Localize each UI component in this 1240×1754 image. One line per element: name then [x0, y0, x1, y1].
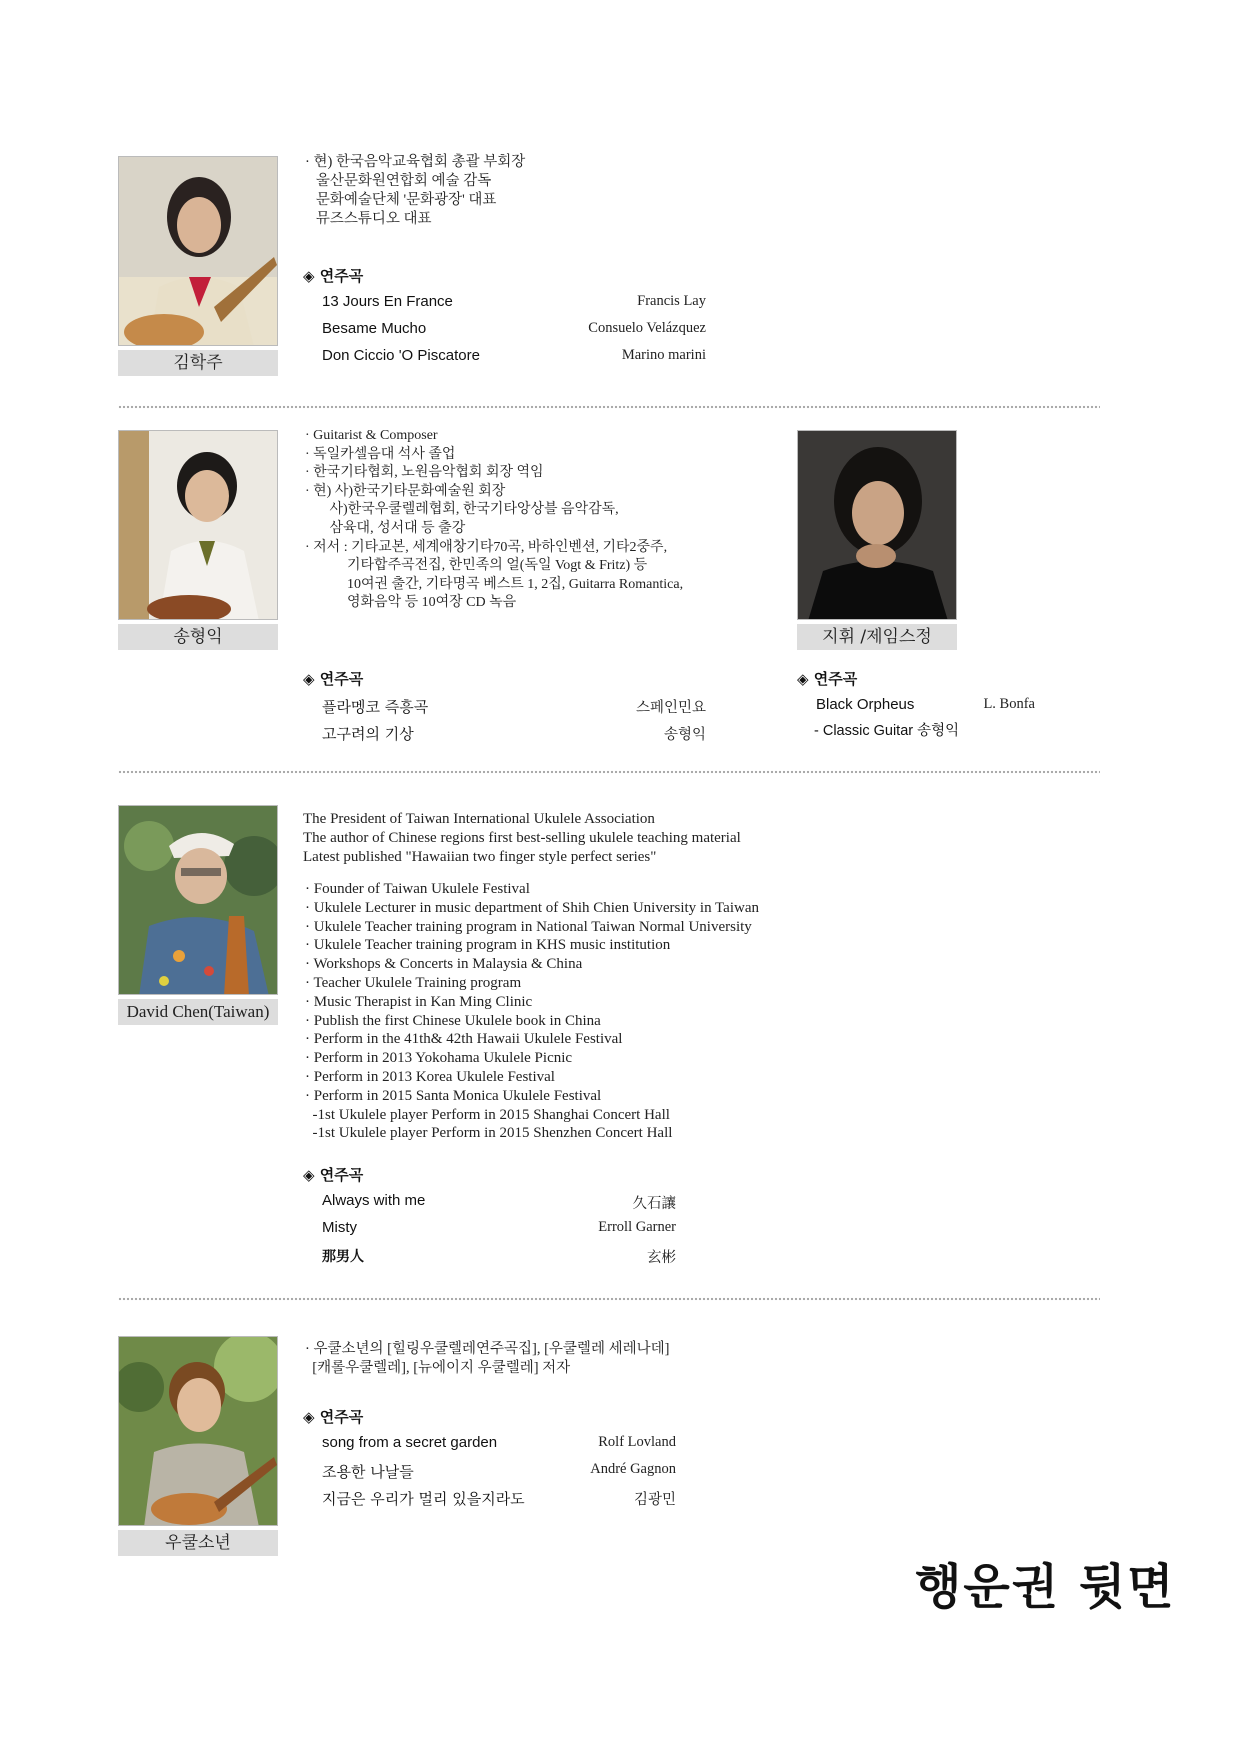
performer-bio-david-chen: · Founder of Taiwan Ukulele Festival · Ukulele Lecturer in music department of Shih Chien University in Taiwan · Ukulele Teacher training program in National Taiwan Normal University · Ukulele Teacher training program in KHS music institution · Workshops & Concerts in Malaysia & China · Teacher Ukulele Training program · Music Therapist in Kan Ming Clinic · Publish the first Chinese Ukulele book in China · Perform in the 41th& 42th Hawaii Ukulele Festival · Perform in 2013 Yokohama Ukulele Picnic · Perform in 2013 Korea Ukulele Festival · Perform in 2015 Santa Monica Ukulele Festival -1st Ukulele player Perform in 2015 Shanghai Concert Hall -1st Ukulele player Perform in 2015 Shenzhen Concert Hall — [305, 881, 759, 1142]
piece-title: Don Ciccio 'O Piscatore — [322, 347, 480, 364]
repertoire-heading-kim: ◈ 연주곡 — [303, 267, 364, 285]
repertoire-heading-ukulele-boy: ◈ 연주곡 — [303, 1408, 364, 1426]
piece-composer: 玄彬 — [647, 1250, 676, 1266]
piece-title: 那男人 — [322, 1249, 364, 1265]
performer-bio-song: · Guitarist & Composer · 독일카셀음대 석사 졸업 · 한국기타협회, 노원음악협회 회장 역임 · 현) 사)한국기타문화예술원 회장 사)한국우쿨렐레협회, 한국기타앙상블 음악감독, 삼육대, 성서대 등 출강 · 저서 : 기타교본, 세계애창기타70곡, 바하인벤션, 기타2중주, 기타합주곡전집, 한민족의 얼(독일 Vogt & Fritz) 등 10여권 출간, 기타명곡 베스트 1, 2집, Guitarra Romantica, 영화음악 등 10여장 CD 녹음 — [305, 428, 684, 611]
performer-name-ukulele-boy: 우쿨소년 — [118, 1530, 278, 1556]
repertoire-heading-song: ◈ 연주곡 — [303, 670, 364, 688]
performer-name-song: 송형익 — [118, 624, 278, 650]
piece-composer: Marino marini — [621, 347, 706, 363]
performer-name-david-chen: David Chen(Taiwan) — [118, 999, 278, 1025]
piece-composer: Francis Lay — [637, 293, 706, 309]
performer-bio-intro-david-chen: The President of Taiwan International Ukulele Association The author of Chinese regions first best-selling ukulele teaching material Latest published "Hawaiian two finger style perfect series" — [303, 811, 741, 865]
piece-title: 고구려의 기상 — [322, 725, 414, 743]
performer-bio-ukulele-boy: · 우쿨소년의 [힐링우쿨렐레연주곡집], [우쿨렐레 세레나데] [캐롤우쿨렐레], [뉴에이지 우쿨렐레] 저자 — [305, 1341, 670, 1376]
piece-title: 13 Jours En France — [322, 293, 453, 310]
performer-photo-kim — [118, 156, 278, 346]
piece-title: - Classic Guitar 송형익 — [814, 723, 960, 739]
piece-title: song from a secret garden — [322, 1434, 498, 1451]
piece-composer: André Gagnon — [590, 1461, 676, 1477]
piece-title: Always with me — [322, 1192, 426, 1209]
lucky-ticket-back-label: 행운권 뒷면 — [915, 1559, 1176, 1615]
repertoire-heading-conductor: ◈ 연주곡 — [797, 670, 858, 688]
piece-title: Black Orpheus — [816, 696, 915, 713]
section-divider — [118, 1296, 1100, 1302]
performer-photo-ukulele-boy — [118, 1336, 278, 1526]
piece-title: Misty — [322, 1219, 357, 1236]
piece-title: 플라멩코 즉흥곡 — [322, 698, 429, 716]
section-divider — [118, 769, 1100, 775]
performer-name-conductor: 지휘 /제임스정 — [797, 624, 957, 650]
piece-composer: Rolf Lovland — [598, 1434, 676, 1450]
piece-composer: 김광민 — [633, 1492, 676, 1508]
performer-photo-david-chen — [118, 805, 278, 995]
performer-photo-conductor — [797, 430, 957, 620]
section-divider — [118, 404, 1100, 410]
piece-composer: 스페인민요 — [635, 700, 706, 716]
piece-composer: Consuelo Velázquez — [588, 320, 706, 336]
repertoire-heading-david-chen: ◈ 연주곡 — [303, 1166, 364, 1184]
piece-composer: L. Bonfa — [983, 696, 1035, 712]
piece-title: Besame Mucho — [322, 320, 427, 337]
piece-composer: 久石讓 — [632, 1196, 676, 1212]
performer-photo-song — [118, 430, 278, 620]
performer-bio-kim: · 현) 한국음악교육협회 총괄 부회장 울산문화원연합회 예술 감독 문화예술단체 '문화광장' 대표 뮤즈스튜디오 대표 — [305, 154, 526, 227]
piece-title: 조용한 나날들 — [322, 1463, 414, 1481]
piece-composer: 송형익 — [663, 727, 706, 743]
performer-name-kim: 김학주 — [118, 350, 278, 376]
piece-composer: Erroll Garner — [598, 1219, 676, 1235]
piece-title: 지금은 우리가 멀리 있을지라도 — [322, 1490, 525, 1508]
